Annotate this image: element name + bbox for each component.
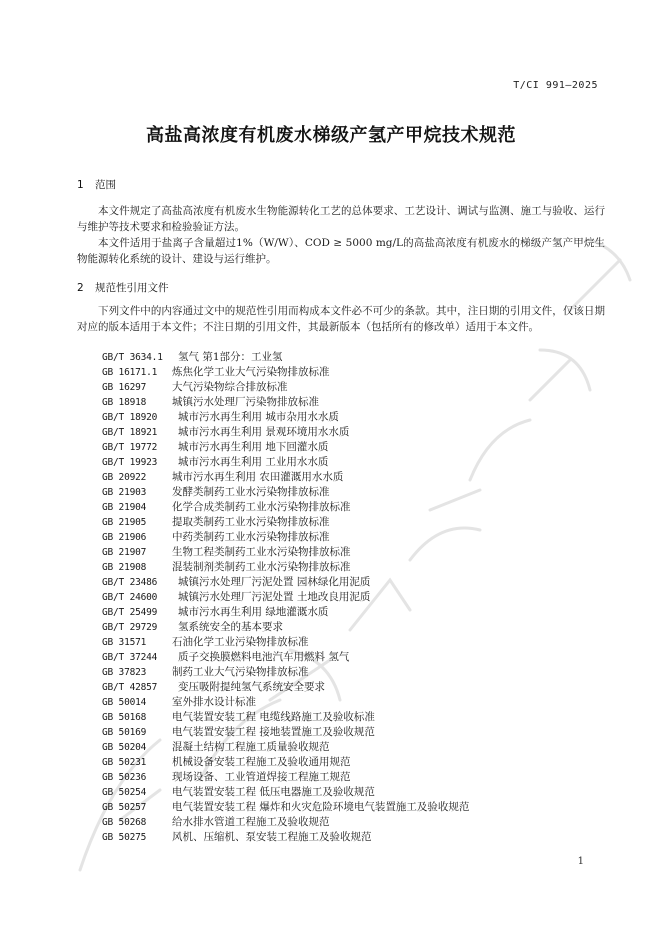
- reference-title: 城市污水再生利用 工业用水水质: [178, 456, 329, 468]
- reference-code: GB 50169: [102, 727, 147, 738]
- reference-item: [102, 590, 612, 605]
- section-number: 1: [77, 179, 84, 191]
- reference-code: GB 31571: [102, 637, 147, 648]
- reference-title: 混凝土结构工程施工质量验收规范: [172, 741, 330, 753]
- reference-item: [102, 515, 612, 530]
- reference-code: GB 50254: [102, 787, 147, 798]
- reference-title: 城市污水再生利用 景观环境用水水质: [178, 426, 350, 438]
- reference-title: 大气污染物综合排放标准: [172, 381, 288, 393]
- section-title: 规范性引用文件: [95, 282, 169, 294]
- reference-title: 城镇污水处理厂污泥处置 土地改良用泥质: [178, 591, 371, 603]
- section-title: 范围: [95, 179, 116, 191]
- reference-title: 城市污水再生利用 城市杂用水水质: [178, 411, 339, 423]
- reference-title: 发酵类制药工业水污染物排放标准: [172, 486, 330, 498]
- reference-item: [102, 530, 612, 545]
- reference-title: 中药类制药工业水污染物排放标准: [172, 531, 330, 543]
- document-title: 高盐高浓度有机废水梯级产氢产甲烷技术规范: [146, 125, 516, 146]
- normative-references-list: [102, 350, 612, 845]
- reference-code: GB 50168: [102, 712, 147, 723]
- reference-code: GB 21904: [102, 502, 147, 513]
- reference-title: 风机、压缩机、泵安装工程施工及验收规范: [172, 831, 372, 843]
- reference-item: [102, 545, 612, 560]
- reference-code: GB/T 37244: [102, 652, 158, 663]
- reference-item: [102, 425, 612, 440]
- scope-paragraph-2: 本文件适用于盐离子含量超过1%（W/W）、COD ≥ 5000 mg/L的高盐高浓度有机废水的梯级产氢产甲烷生物能源转化系统的设计、建设与运行维护。: [77, 237, 605, 265]
- reference-title: 电气装置安装工程 电缆线路施工及验收标准: [172, 711, 375, 723]
- reference-title: 城市污水再生利用 绿地灌溉水质: [178, 606, 329, 618]
- reference-item: [102, 680, 612, 695]
- reference-item: [102, 740, 612, 755]
- scope-paragraph-1: 本文件规定了高盐高浓度有机废水生物能源转化工艺的总体要求、工艺设计、调试与监测、施工与验收、运行与维护等技术要求和检验验证方法。: [77, 205, 605, 233]
- section-2-heading: [77, 280, 169, 295]
- reference-item: [102, 485, 612, 500]
- reference-item: [102, 395, 612, 410]
- reference-item: [102, 830, 612, 845]
- reference-item: [102, 560, 612, 575]
- reference-item: [102, 800, 612, 815]
- reference-code: GB 50268: [102, 817, 147, 828]
- reference-code: GB/T 19772: [102, 442, 158, 453]
- reference-code: GB 21903: [102, 487, 147, 498]
- reference-item: [102, 410, 612, 425]
- reference-item: [102, 500, 612, 515]
- reference-item: [102, 575, 612, 590]
- reference-item: [102, 710, 612, 725]
- reference-code: GB 21905: [102, 517, 147, 528]
- reference-item: [102, 725, 612, 740]
- reference-code: GB/T 24600: [102, 592, 158, 603]
- reference-code: GB/T 19923: [102, 457, 158, 468]
- reference-item: [102, 785, 612, 800]
- reference-title: 室外排水设计标准: [172, 696, 256, 708]
- reference-item: [102, 815, 612, 830]
- reference-code: GB/T 23486: [102, 577, 158, 588]
- reference-code: GB 16171.1: [102, 367, 158, 378]
- reference-item: [102, 365, 612, 380]
- reference-item: [102, 665, 612, 680]
- reference-title: 电气装置安装工程 爆炸和火灾危险环境电气装置施工及验收规范: [172, 801, 470, 813]
- reference-title: 电气装置安装工程 低压电器施工及验收规范: [172, 786, 375, 798]
- page-number: 1: [577, 856, 584, 867]
- reference-item: [102, 620, 612, 635]
- reference-title: 城镇污水处理厂污泥处置 园林绿化用泥质: [178, 576, 371, 588]
- reference-code: GB/T 18920: [102, 412, 158, 423]
- reference-code: GB 37823: [102, 667, 147, 678]
- reference-item: [102, 380, 612, 395]
- reference-title: 氢气 第1部分：工业氢: [178, 351, 283, 363]
- reference-item: [102, 605, 612, 620]
- reference-title: 变压吸附提纯氢气系统安全要求: [178, 681, 325, 693]
- reference-item: [102, 440, 612, 455]
- reference-item: [102, 470, 612, 485]
- reference-title: 机械设备安装工程施工及验收通用规范: [172, 756, 351, 768]
- reference-code: GB 18918: [102, 397, 147, 408]
- reference-title: 给水排水管道工程施工及验收规范: [172, 816, 330, 828]
- references-intro-paragraph: 下列文件中的内容通过文中的规范性引用而构成本文件必不可少的条款。其中，注日期的引用文件，仅该日期对应的版本适用于本文件；不注日期的引用文件，其最新版本（包括所有的修改单）适用于本文件。: [77, 305, 605, 333]
- reference-code: GB 50014: [102, 697, 147, 708]
- reference-code: GB 21906: [102, 532, 147, 543]
- reference-code: GB/T 42857: [102, 682, 158, 693]
- reference-title: 电气装置安装工程 接地装置施工及验收规范: [172, 726, 375, 738]
- section-number: 2: [77, 282, 84, 294]
- reference-title: 氢系统安全的基本要求: [178, 621, 283, 633]
- reference-title: 炼焦化学工业大气污染物排放标准: [172, 366, 330, 378]
- reference-code: GB 16297: [102, 382, 147, 393]
- reference-code: GB/T 25499: [102, 607, 158, 618]
- reference-code: GB 20922: [102, 472, 147, 483]
- reference-item: [102, 455, 612, 470]
- reference-code: GB/T 29729: [102, 622, 158, 633]
- reference-code: GB 50275: [102, 832, 147, 843]
- reference-title: 石油化学工业污染物排放标准: [172, 636, 309, 648]
- reference-code: GB 50204: [102, 742, 147, 753]
- reference-title: 质子交换膜燃料电池汽车用燃料 氢气: [178, 651, 350, 663]
- reference-item: [102, 770, 612, 785]
- reference-code: GB 21908: [102, 562, 147, 573]
- reference-title: 制药工业大气污染物排放标准: [172, 666, 309, 678]
- reference-title: 城镇污水处理厂污染物排放标准: [172, 396, 319, 408]
- reference-code: GB 50257: [102, 802, 147, 813]
- reference-item: [102, 650, 612, 665]
- reference-title: 城市污水再生利用 地下回灌水质: [178, 441, 329, 453]
- reference-title: 现场设备、工业管道焊接工程施工规范: [172, 771, 351, 783]
- section-1-heading: [77, 177, 116, 192]
- document-number: T/CI 991—2025: [513, 80, 598, 91]
- reference-item: [102, 755, 612, 770]
- reference-title: 生物工程类制药工业水污染物排放标准: [172, 546, 351, 558]
- reference-code: GB 50231: [102, 757, 147, 768]
- reference-item: [102, 695, 612, 710]
- reference-code: GB 21907: [102, 547, 147, 558]
- reference-item: [102, 350, 612, 365]
- reference-title: 提取类制药工业水污染物排放标准: [172, 516, 330, 528]
- reference-item: [102, 635, 612, 650]
- reference-code: GB/T 18921: [102, 427, 158, 438]
- reference-title: 混装制剂类制药工业水污染物排放标准: [172, 561, 351, 573]
- reference-code: GB/T 3634.1: [102, 352, 163, 363]
- reference-title: 城市污水再生利用 农田灌溉用水水质: [172, 471, 344, 483]
- reference-code: GB 50236: [102, 772, 147, 783]
- reference-title: 化学合成类制药工业水污染物排放标准: [172, 501, 351, 513]
